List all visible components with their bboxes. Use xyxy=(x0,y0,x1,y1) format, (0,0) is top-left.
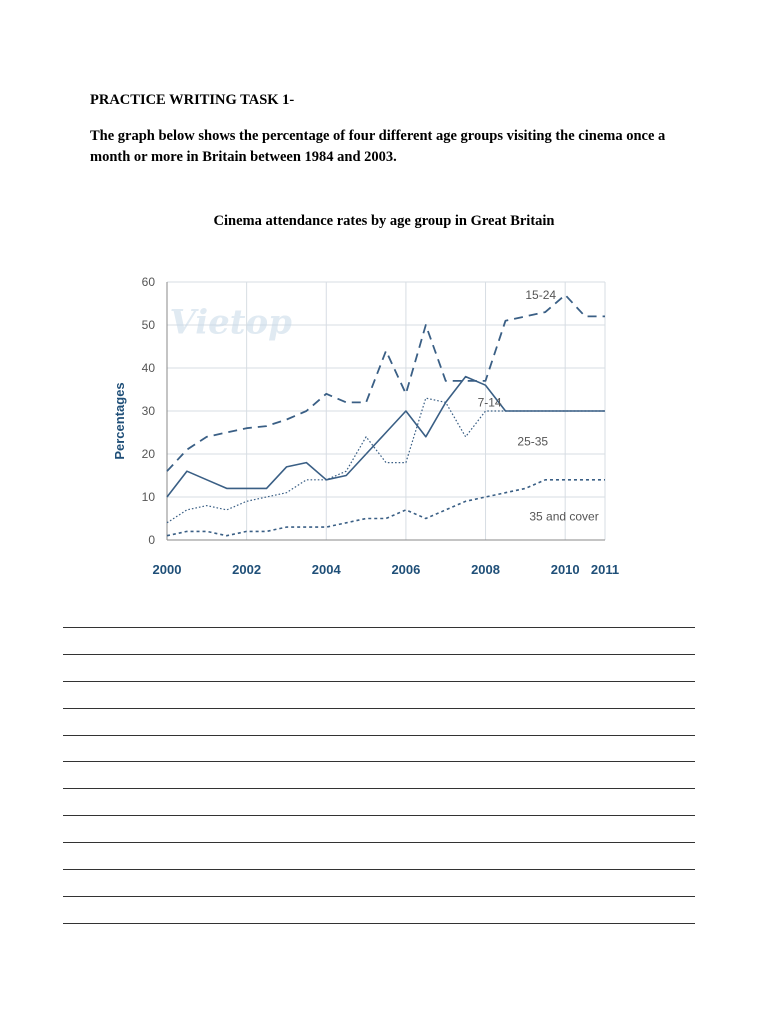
series-label: 25-35 xyxy=(517,434,549,449)
answer-line xyxy=(63,842,695,843)
x-tick-label: 2002 xyxy=(232,562,262,577)
answer-line xyxy=(63,869,695,870)
x-tick-label: 2010 xyxy=(550,562,580,577)
answer-line xyxy=(63,815,695,816)
x-tick-label: 2006 xyxy=(391,562,421,577)
series-label: 15-24 xyxy=(525,288,557,303)
practice-heading: PRACTICE WRITING TASK 1- xyxy=(90,92,295,108)
answer-line xyxy=(63,923,695,924)
answer-line xyxy=(63,735,695,736)
x-tick-label: 2000 xyxy=(152,562,182,577)
y-tick-label: 30 xyxy=(141,404,155,418)
answer-line xyxy=(63,788,695,789)
y-tick-label: 50 xyxy=(141,318,155,332)
x-tick-label: 2004 xyxy=(311,562,341,577)
answer-line xyxy=(63,627,695,628)
answer-line xyxy=(63,681,695,682)
answer-line xyxy=(63,654,695,655)
y-tick-label: 0 xyxy=(148,533,155,547)
y-tick-label: 40 xyxy=(141,361,155,375)
answer-lines xyxy=(63,627,695,950)
y-tick-label: 10 xyxy=(141,490,155,504)
task-prompt: The graph below shows the percentage of four different age groups visiting the cinema once a month or more in Britain between 1984 and 2003. xyxy=(90,128,666,165)
y-tick-label: 60 xyxy=(141,275,155,289)
series-label: 7-14 xyxy=(477,395,502,410)
chart-title: Cinema attendance rates by age group in Great Britain xyxy=(213,213,555,229)
answer-line xyxy=(63,761,695,762)
y-axis-label: Percentages xyxy=(112,382,127,460)
x-tick-label: 2011 xyxy=(590,562,620,577)
watermark: Vietop xyxy=(169,302,292,343)
series-label: 35 and cover xyxy=(529,509,599,524)
answer-line xyxy=(63,708,695,709)
answer-line xyxy=(63,896,695,897)
x-tick-label: 2008 xyxy=(471,562,501,577)
series-line-25-35 xyxy=(167,395,605,523)
y-tick-label: 20 xyxy=(141,447,155,461)
line-chart xyxy=(100,262,640,592)
